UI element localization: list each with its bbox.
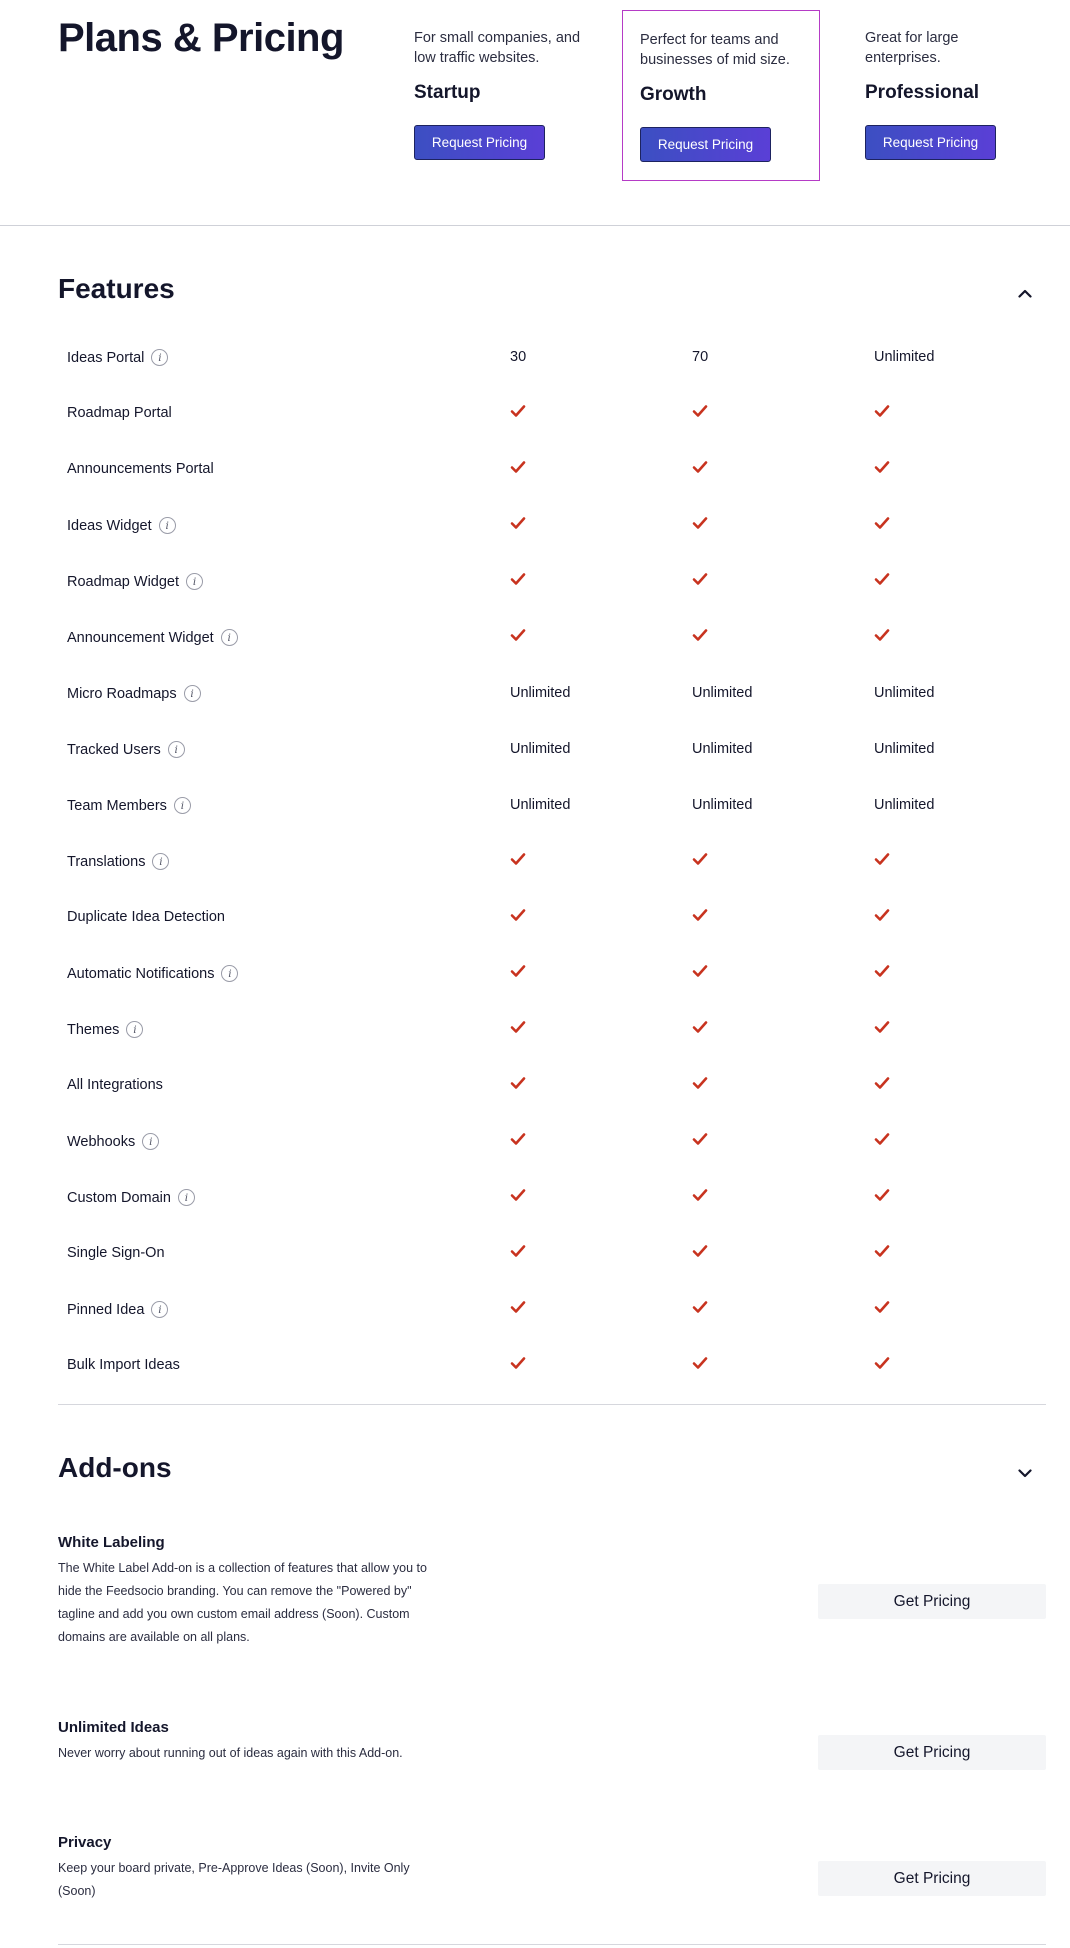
check-icon: [874, 908, 890, 922]
get-pricing-button[interactable]: Get Pricing: [818, 1735, 1046, 1770]
feature-row: [0, 666, 1070, 722]
feature-label: Automatic Notifications: [67, 965, 215, 982]
check-icon: [874, 1132, 890, 1146]
check-icon: [874, 1244, 890, 1258]
plan-description: Great for large enterprises.: [865, 30, 959, 66]
feature-label: Pinned Idea: [67, 1301, 145, 1318]
feature-value: Unlimited: [692, 685, 753, 701]
feature-label: Bulk Import Ideas: [67, 1357, 180, 1373]
feature-row: [0, 1226, 1070, 1282]
feature-row: [0, 386, 1070, 442]
request-pricing-button[interactable]: Request Pricing: [865, 125, 996, 160]
info-icon[interactable]: i: [152, 853, 169, 870]
feature-label: Announcement Widget: [67, 629, 214, 646]
addon-white-labeling: [58, 1534, 1046, 1649]
feature-row: [0, 1114, 1070, 1170]
addons-title: Add-ons: [58, 1452, 172, 1483]
addon-description: Never worry about running out of ideas again with this Add-on.: [58, 1746, 403, 1760]
feature-value: Unlimited: [874, 349, 935, 365]
feature-name: [67, 573, 203, 590]
feature-name: [67, 461, 214, 477]
feature-row: [0, 722, 1070, 778]
check-icon: [874, 1076, 890, 1090]
check-icon: [510, 572, 526, 586]
feature-label: Tracked Users: [67, 741, 161, 758]
chevron-down-icon[interactable]: [1014, 1462, 1036, 1484]
feature-row: [0, 778, 1070, 834]
addon-name: White Labeling: [58, 1534, 165, 1551]
check-icon: [874, 1356, 890, 1370]
check-icon: [510, 516, 526, 530]
info-icon[interactable]: i: [178, 1189, 195, 1206]
check-icon: [874, 964, 890, 978]
feature-row: [0, 554, 1070, 610]
check-icon: [692, 964, 708, 978]
check-icon: [692, 852, 708, 866]
feature-value: 70: [692, 349, 709, 365]
check-icon: [510, 1356, 526, 1370]
info-icon[interactable]: i: [168, 741, 185, 758]
feature-label: Ideas Widget: [67, 517, 152, 534]
info-icon[interactable]: i: [221, 965, 238, 982]
plan-growth: [622, 10, 820, 181]
plan-name: Professional: [865, 82, 980, 103]
info-icon[interactable]: i: [184, 685, 201, 702]
feature-name: [67, 405, 172, 421]
feature-row: [0, 330, 1070, 386]
feature-value: Unlimited: [510, 685, 571, 701]
feature-row: [0, 610, 1070, 666]
check-icon: [692, 516, 708, 530]
features-title: Features: [58, 273, 175, 304]
plan-name: Startup: [414, 82, 481, 103]
feature-value: 30: [510, 349, 527, 365]
check-icon: [874, 628, 890, 642]
get-pricing-button[interactable]: Get Pricing: [818, 1861, 1046, 1896]
info-icon[interactable]: i: [159, 517, 176, 534]
feature-name: [67, 741, 185, 758]
feature-row: [0, 946, 1070, 1002]
feature-row: [0, 890, 1070, 946]
feature-label: Team Members: [67, 797, 167, 814]
check-icon: [692, 908, 708, 922]
get-pricing-button[interactable]: Get Pricing: [818, 1584, 1046, 1619]
feature-row: [0, 498, 1070, 554]
feature-value: Unlimited: [510, 797, 571, 813]
feature-name: [67, 349, 168, 366]
check-icon: [510, 404, 526, 418]
feature-value: Unlimited: [874, 797, 935, 813]
info-icon[interactable]: i: [186, 573, 203, 590]
check-icon: [510, 1188, 526, 1202]
feature-label: Themes: [67, 1021, 120, 1038]
check-icon: [874, 1300, 890, 1314]
feature-name: [67, 853, 169, 870]
check-icon: [510, 1244, 526, 1258]
section-divider: [58, 1404, 1046, 1405]
addon-description: Keep your board private, Pre-Approve Ideas (Soon), Invite Only (Soon): [58, 1861, 410, 1898]
info-icon[interactable]: i: [221, 629, 238, 646]
check-icon: [692, 1132, 708, 1146]
check-icon: [874, 516, 890, 530]
check-icon: [874, 404, 890, 418]
feature-label: Duplicate Idea Detection: [67, 909, 225, 925]
plan-description: For small companies, and low traffic websites.: [414, 30, 581, 66]
section-divider: [58, 1944, 1046, 1945]
feature-name: [67, 1357, 180, 1373]
addon-name: Privacy: [58, 1834, 112, 1851]
feature-row: [0, 1170, 1070, 1226]
feature-row: [0, 442, 1070, 498]
feature-label: Roadmap Portal: [67, 405, 172, 421]
check-icon: [510, 1132, 526, 1146]
check-icon: [692, 1076, 708, 1090]
feature-value: Unlimited: [692, 741, 753, 757]
feature-value: Unlimited: [692, 797, 753, 813]
info-icon[interactable]: i: [126, 1021, 143, 1038]
feature-name: [67, 1021, 143, 1038]
addon-description: The White Label Add-on is a collection of features that allow you to hide the Feedsocio branding. You can remove the "Powered by" tagline and add you own custom email address (Soon). Custom domains are available on all plans.: [58, 1561, 427, 1644]
check-icon: [692, 1020, 708, 1034]
feature-label: Micro Roadmaps: [67, 685, 177, 702]
check-icon: [874, 852, 890, 866]
header-divider: [0, 225, 1070, 226]
plan-name: Growth: [640, 84, 707, 105]
feature-name: [67, 517, 176, 534]
check-icon: [874, 572, 890, 586]
feature-label: Webhooks: [67, 1133, 136, 1150]
feature-name: [67, 685, 201, 702]
feature-label: All Integrations: [67, 1077, 163, 1093]
check-icon: [692, 1244, 708, 1258]
feature-label: Single Sign-On: [67, 1245, 165, 1261]
feature-name: [67, 1077, 163, 1093]
check-icon: [510, 1300, 526, 1314]
feature-row: [0, 1058, 1070, 1114]
feature-value: Unlimited: [874, 741, 935, 757]
addon-unlimited-ideas: [58, 1719, 1046, 1765]
check-icon: [510, 908, 526, 922]
feature-label: Ideas Portal: [67, 349, 145, 366]
feature-name: [67, 1133, 159, 1150]
check-icon: [692, 1188, 708, 1202]
info-icon[interactable]: i: [151, 1301, 168, 1318]
plan-professional: [848, 10, 1046, 181]
page-title: Plans & Pricing: [58, 16, 344, 60]
feature-row: [0, 1282, 1070, 1338]
feature-value: Unlimited: [874, 685, 935, 701]
check-icon: [692, 1300, 708, 1314]
feature-label: Roadmap Widget: [67, 573, 180, 590]
addon-name: Unlimited Ideas: [58, 1719, 169, 1736]
check-icon: [692, 404, 708, 418]
feature-name: [67, 797, 191, 814]
check-icon: [510, 852, 526, 866]
feature-name: [67, 629, 238, 646]
features-table: [0, 330, 1070, 1394]
feature-label: Translations: [67, 853, 146, 870]
check-icon: [874, 1188, 890, 1202]
check-icon: [692, 460, 708, 474]
addon-privacy: [58, 1834, 1046, 1903]
feature-name: [67, 909, 225, 925]
check-icon: [510, 1020, 526, 1034]
check-icon: [874, 460, 890, 474]
feature-name: [67, 1245, 165, 1261]
feature-value: Unlimited: [510, 741, 571, 757]
check-icon: [692, 572, 708, 586]
feature-name: [67, 1189, 195, 1206]
feature-name: [67, 965, 238, 982]
feature-label: Announcements Portal: [67, 461, 214, 477]
feature-row: [0, 1002, 1070, 1058]
info-icon[interactable]: i: [151, 349, 168, 366]
feature-name: [67, 1301, 168, 1318]
feature-row: [0, 1338, 1070, 1394]
chevron-up-icon[interactable]: [1014, 282, 1036, 304]
check-icon: [692, 628, 708, 642]
feature-row: [0, 834, 1070, 890]
info-icon[interactable]: i: [174, 797, 191, 814]
check-icon: [874, 1020, 890, 1034]
info-icon[interactable]: i: [142, 1133, 159, 1150]
request-pricing-button[interactable]: Request Pricing: [640, 127, 771, 162]
check-icon: [510, 1076, 526, 1090]
request-pricing-button[interactable]: Request Pricing: [414, 125, 545, 160]
plan-description: Perfect for teams and businesses of mid size.: [640, 32, 790, 68]
feature-label: Custom Domain: [67, 1189, 171, 1206]
check-icon: [510, 628, 526, 642]
check-icon: [510, 964, 526, 978]
check-icon: [510, 460, 526, 474]
plan-startup: [397, 10, 595, 181]
check-icon: [692, 1356, 708, 1370]
